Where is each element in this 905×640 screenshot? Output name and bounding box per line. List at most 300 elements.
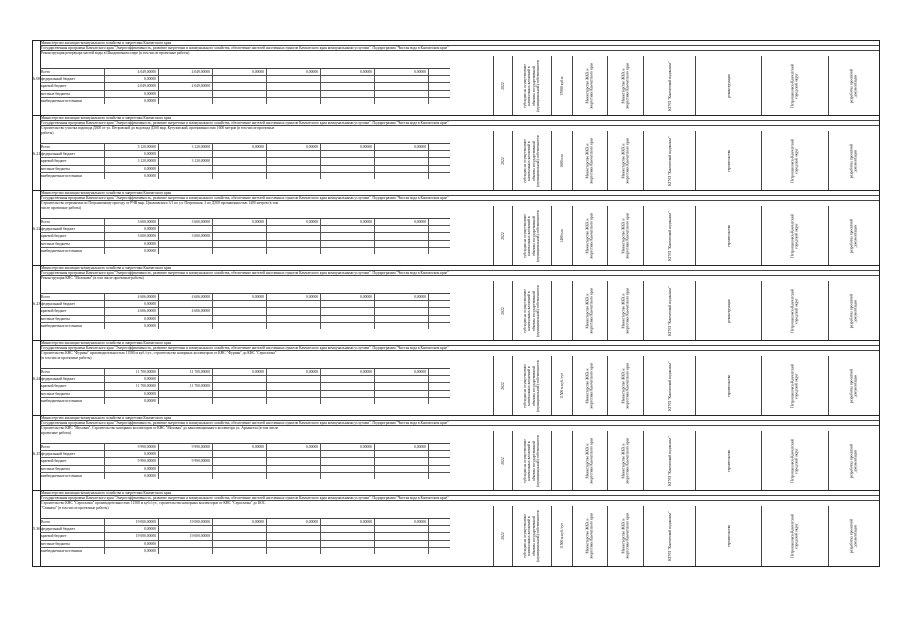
financing-value bbox=[267, 91, 321, 97]
financing-value: 0,00000 bbox=[375, 519, 429, 525]
attribute-cell bbox=[572, 206, 608, 265]
financing-value: 3 600,00000 bbox=[105, 219, 159, 225]
attribute-developer: КГУП "Камчатский водоканал" bbox=[667, 135, 672, 186]
attribute-municipality: Петропавловск-Камчатский городской округ bbox=[790, 438, 800, 483]
attribute-cell bbox=[572, 56, 608, 115]
attribute-cell bbox=[512, 131, 551, 190]
attribute-customer: Министерство ЖКХ и энергетики Камчатского края bbox=[621, 437, 630, 484]
financing-source-label: внебюджетные источники bbox=[40, 398, 105, 404]
financing-value bbox=[159, 323, 213, 329]
attribute-cell bbox=[493, 281, 512, 340]
financing-row bbox=[40, 83, 450, 90]
attribute-cell bbox=[761, 281, 828, 340]
object-description: Строительство участка водовода Д300 от ул. Петровской до водовода Д500 мкр. Кутузовский, протяженностью 1600 метров (в том числе проектные работы) bbox=[41, 126, 275, 135]
financing-row bbox=[40, 533, 450, 540]
financing-value bbox=[213, 526, 267, 532]
financing-value bbox=[267, 226, 321, 232]
attribute-municipality: Петропавловск-Камчатский городской округ bbox=[790, 288, 800, 333]
financing-value bbox=[321, 458, 375, 464]
financing-source-label: Всего bbox=[40, 444, 105, 450]
financing-value: 11 700,00000 bbox=[159, 369, 213, 375]
financing-value bbox=[375, 83, 429, 89]
financing-value bbox=[213, 398, 267, 404]
financing-value bbox=[375, 376, 429, 382]
attribute-year: 2022 bbox=[500, 81, 505, 90]
financing-value bbox=[321, 151, 375, 157]
financing-value bbox=[321, 83, 375, 89]
financing-value bbox=[213, 158, 267, 164]
financing-value bbox=[321, 398, 375, 404]
financing-row bbox=[40, 466, 450, 473]
financing-table bbox=[40, 368, 450, 404]
financing-value: 4 606,00000 bbox=[105, 294, 159, 300]
attribute-municipality: Петропавловск-Камчатский городской округ bbox=[790, 213, 800, 258]
attribute-docs: разработка проектной документации bbox=[849, 218, 859, 253]
table-block bbox=[33, 341, 879, 416]
row-number: 6.22 bbox=[33, 225, 41, 231]
financing-row bbox=[40, 541, 450, 548]
attribute-purpose: субсидии на осуществление капитальных вложений в объекты государственной (муниципальной) собственности bbox=[523, 134, 541, 187]
financing-source-label: краевой бюджет bbox=[40, 233, 105, 239]
financing-value: 0,00000 bbox=[213, 69, 267, 75]
financing-row bbox=[40, 451, 450, 458]
attribute-cell bbox=[643, 281, 695, 340]
attribute-cell bbox=[828, 206, 879, 265]
financing-value bbox=[213, 226, 267, 232]
attribute-cell bbox=[607, 431, 643, 490]
financing-value bbox=[213, 548, 267, 554]
object-description: Строительство КНС "Моховая". Строительство напорных коллекторов от КНС "Моховая" до канализационного коллектора ул. Архангела (в том числе проектные работы) bbox=[41, 426, 279, 435]
attribute-municipality: Петропавловск-Камчатский городской округ bbox=[790, 63, 800, 108]
financing-value bbox=[213, 451, 267, 457]
financing-source-label: краевой бюджет bbox=[40, 383, 105, 389]
financing-value: 0,00000 bbox=[321, 519, 375, 525]
financing-value: 0,00000 bbox=[267, 369, 321, 375]
financing-source-label: федеральный бюджет bbox=[40, 76, 105, 82]
attribute-cell bbox=[643, 506, 695, 566]
attribute-cell bbox=[551, 356, 572, 415]
financing-value: 0,00000 bbox=[105, 451, 159, 457]
ministry-line: Министерство жилищно-коммунального хозяйства и энергетики Камчатского края bbox=[40, 116, 879, 121]
attribute-purpose: субсидии на осуществление капитальных вложений в объекты государственной (муниципальной) собственности bbox=[523, 510, 541, 562]
financing-value: 0,00000 bbox=[105, 526, 159, 532]
financing-row bbox=[40, 233, 450, 240]
financing-source-label: местные бюджеты bbox=[40, 91, 105, 97]
attribute-cell bbox=[572, 281, 608, 340]
financing-value: 0,00000 bbox=[213, 444, 267, 450]
attribute-cell bbox=[551, 206, 572, 265]
financing-value: 0,00000 bbox=[321, 219, 375, 225]
financing-value: 0,00000 bbox=[321, 444, 375, 450]
financing-value bbox=[267, 548, 321, 554]
attribute-cell bbox=[512, 356, 551, 415]
attribute-cell bbox=[493, 506, 512, 566]
financing-row bbox=[40, 248, 450, 254]
program-line: Государственная программа Камчатского края "Энергоэффективность, развитие энергетики и коммунального хозяйства, обеспечение жителей населенных пунктов Камчатского края коммунальными услугами". Подпрограмма "Чистая вода в Камчатском крае" bbox=[40, 46, 879, 51]
financing-value bbox=[159, 541, 213, 547]
financing-value bbox=[321, 526, 375, 532]
financing-source-label: краевой бюджет bbox=[40, 83, 105, 89]
financing-value: 19 000,00000 bbox=[105, 519, 159, 525]
financing-value: 4 606,00000 bbox=[159, 308, 213, 314]
financing-value: 0,00000 bbox=[105, 166, 159, 172]
attribute-cell bbox=[695, 131, 761, 190]
financing-value: 0,00000 bbox=[267, 294, 321, 300]
attribute-municipality: Петропавловск-Камчатский городской округ bbox=[790, 363, 800, 408]
attribute-cell bbox=[643, 356, 695, 415]
financing-row bbox=[40, 458, 450, 465]
attribute-capacity: 37000 куб.м bbox=[559, 76, 564, 95]
object-description: Строительство перемычки по Пограничному проезду от РЧВ мкр. Циолковского 3/1 по ул. Петровская, 3 по Д500 протяженностью 1400 метров (в том числе проектные работы) bbox=[41, 201, 279, 210]
financing-value bbox=[375, 316, 429, 322]
financing-value bbox=[321, 376, 375, 382]
financing-value bbox=[321, 316, 375, 322]
financing-value: 0,00000 bbox=[105, 473, 159, 479]
table-block bbox=[33, 116, 879, 191]
attributes-columns bbox=[493, 56, 879, 115]
financing-value: 3 600,00000 bbox=[159, 219, 213, 225]
attribute-capacity: 11500 м куб./сут bbox=[559, 523, 564, 549]
financing-value bbox=[213, 301, 267, 307]
financing-value bbox=[267, 166, 321, 172]
ministry-line: Министерство жилищно-коммунального хозяйства и энергетики Камчатского края bbox=[40, 491, 879, 496]
program-line: Государственная программа Камчатского края "Энергоэффективность, развитие энергетики и коммунального хозяйства, обеспечение жителей населенных пунктов Камчатского края коммунальными услугами". Подпрограмма "Чистая вода в Камчатском крае" bbox=[40, 346, 879, 351]
program-line: Государственная программа Камчатского края "Энергоэффективность, развитие энергетики и коммунального хозяйства, обеспечение жителей населенных пунктов Камчатского края коммунальными услугами". Подпрограмма "Чистая вода в Камчатском крае" bbox=[40, 421, 879, 426]
financing-value: 3 120,00000 bbox=[105, 158, 159, 164]
financing-value bbox=[213, 91, 267, 97]
financing-value bbox=[267, 376, 321, 382]
financing-value bbox=[321, 91, 375, 97]
financing-row bbox=[40, 323, 450, 329]
attribute-developer: КГУП "Камчатский водоканал" bbox=[667, 285, 672, 336]
financing-row bbox=[40, 369, 450, 376]
financing-value: 3 120,00000 bbox=[159, 158, 213, 164]
financing-value bbox=[375, 548, 429, 554]
financing-source-label: внебюджетные источники bbox=[40, 323, 105, 329]
financing-value bbox=[321, 173, 375, 179]
financing-value bbox=[267, 98, 321, 104]
attribute-customer: Министерство ЖКХ и энергетики Камчатского края bbox=[621, 137, 630, 184]
financing-value bbox=[267, 173, 321, 179]
financing-value bbox=[213, 383, 267, 389]
attribute-stage: строительство bbox=[726, 224, 731, 247]
financing-value bbox=[375, 526, 429, 532]
attributes-columns bbox=[493, 356, 879, 415]
financing-row bbox=[40, 173, 450, 179]
financing-value: 0,00000 bbox=[375, 69, 429, 75]
financing-source-label: внебюджетные источники bbox=[40, 248, 105, 254]
financing-value bbox=[321, 98, 375, 104]
financing-value bbox=[159, 91, 213, 97]
financing-value bbox=[159, 151, 213, 157]
financing-value: 0,00000 bbox=[375, 294, 429, 300]
financing-row bbox=[40, 301, 450, 308]
financing-value bbox=[213, 473, 267, 479]
object-description: Строительство КНС "Фуриан" производительностью 11500 м куб./сут., строительство напорных коллекторов от КНС "Фуриан" до КНС "Сероглазка" (в том числе проектные работы) bbox=[41, 351, 277, 360]
financing-value bbox=[213, 151, 267, 157]
financing-value bbox=[375, 173, 429, 179]
financing-source-label: местные бюджеты bbox=[40, 166, 105, 172]
financing-value bbox=[321, 533, 375, 539]
attribute-coordinator: Министерство ЖКХ и энергетики Камчатского края bbox=[585, 512, 595, 560]
financing-value bbox=[267, 76, 321, 82]
financing-value bbox=[267, 526, 321, 532]
attribute-cell bbox=[695, 56, 761, 115]
financing-value bbox=[375, 391, 429, 397]
financing-row bbox=[40, 241, 450, 248]
attribute-stage: реконструкция bbox=[726, 73, 731, 98]
financing-value bbox=[321, 301, 375, 307]
financing-value bbox=[159, 398, 213, 404]
financing-value bbox=[159, 166, 213, 172]
financing-value bbox=[213, 83, 267, 89]
financing-value bbox=[375, 541, 429, 547]
attribute-cell bbox=[551, 281, 572, 340]
financing-value bbox=[321, 466, 375, 472]
financing-source-label: Всего bbox=[40, 519, 105, 525]
financing-value bbox=[375, 241, 429, 247]
attribute-cell bbox=[761, 131, 828, 190]
financing-row bbox=[40, 526, 450, 533]
attribute-cell bbox=[761, 506, 828, 566]
ministry-line: Министерство жилищно-коммунального хозяйства и энергетики Камчатского края bbox=[40, 41, 879, 46]
financing-value: 0,00000 bbox=[105, 173, 159, 179]
attribute-municipality: Петропавловск-Камчатский городской округ bbox=[790, 138, 800, 183]
financing-row bbox=[40, 151, 450, 158]
financing-value: 0,00000 bbox=[105, 323, 159, 329]
attribute-stage: строительство bbox=[726, 149, 731, 172]
financing-value bbox=[321, 248, 375, 254]
financing-value bbox=[321, 541, 375, 547]
financing-value bbox=[267, 158, 321, 164]
financing-value: 11 700,00000 bbox=[105, 383, 159, 389]
ministry-line: Министерство жилищно-коммунального хозяйства и энергетики Камчатского края bbox=[40, 266, 879, 271]
attribute-docs: разработка проектной документации bbox=[849, 143, 859, 178]
financing-value bbox=[159, 316, 213, 322]
financing-value: 0,00000 bbox=[105, 241, 159, 247]
attribute-coordinator: Министерство ЖКХ и энергетики Камчатского края bbox=[585, 287, 595, 334]
attribute-cell bbox=[643, 431, 695, 490]
attribute-cell bbox=[512, 281, 551, 340]
financing-source-label: местные бюджеты bbox=[40, 466, 105, 472]
financing-value bbox=[321, 166, 375, 172]
attribute-coordinator: Министерство ЖКХ и энергетики Камчатского края bbox=[585, 62, 595, 109]
attribute-capacity: 11500 м куб./сут bbox=[559, 372, 564, 399]
ministry-line: Министерство жилищно-коммунального хозяйства и энергетики Камчатского края bbox=[40, 416, 879, 421]
financing-value: 11 700,00000 bbox=[105, 369, 159, 375]
financing-source-label: внебюджетные источники bbox=[40, 173, 105, 179]
financing-value bbox=[321, 383, 375, 389]
financing-row bbox=[40, 294, 450, 301]
financing-value: 0,00000 bbox=[321, 69, 375, 75]
financing-row bbox=[40, 69, 450, 76]
financing-value bbox=[159, 301, 213, 307]
financing-value bbox=[213, 376, 267, 382]
financing-source-label: местные бюджеты bbox=[40, 241, 105, 247]
row-number: 6.24 bbox=[33, 375, 41, 381]
financing-row bbox=[40, 519, 450, 526]
attribute-cell bbox=[607, 281, 643, 340]
financing-value: 0,00000 bbox=[267, 69, 321, 75]
attribute-cell bbox=[493, 206, 512, 265]
financing-value bbox=[375, 98, 429, 104]
financing-row bbox=[40, 226, 450, 233]
financing-value bbox=[321, 473, 375, 479]
financing-row bbox=[40, 383, 450, 390]
object-description: Строительство КНС "Сероглазка" производительностью 11500 м куб./сут., строительство напорных коллекторов от КНС "Сероглазка" до КОС "Свинача" (в том числе проектные работы) bbox=[41, 501, 266, 510]
financing-source-label: местные бюджеты bbox=[40, 391, 105, 397]
financing-value: 9 990,00000 bbox=[105, 458, 159, 464]
financing-value bbox=[267, 83, 321, 89]
program-line: Государственная программа Камчатского края "Энергоэффективность, развитие энергетики и коммунального хозяйства, обеспечение жителей населенных пунктов Камчатского края коммунальными услугами". Подпрограмма "Чистая вода в Камчатском крае" bbox=[40, 496, 879, 501]
financing-value bbox=[267, 316, 321, 322]
attribute-capacity: 1600 п.м bbox=[559, 153, 564, 168]
financing-value bbox=[267, 233, 321, 239]
financing-value: 4 049,00000 bbox=[159, 69, 213, 75]
attribute-cell bbox=[551, 431, 572, 490]
financing-row bbox=[40, 166, 450, 173]
attribute-cell bbox=[761, 56, 828, 115]
attribute-year: 2022 bbox=[500, 381, 505, 390]
financing-value bbox=[213, 323, 267, 329]
row-number: 6.08 bbox=[33, 75, 41, 81]
attributes-columns bbox=[493, 281, 879, 340]
financing-row bbox=[40, 219, 450, 226]
financing-value bbox=[321, 233, 375, 239]
financing-value bbox=[213, 308, 267, 314]
financing-value bbox=[159, 98, 213, 104]
attribute-year: 2022 bbox=[500, 532, 505, 540]
attribute-cell bbox=[695, 431, 761, 490]
financing-value: 3 600,00000 bbox=[159, 233, 213, 239]
financing-value bbox=[321, 451, 375, 457]
attribute-cell bbox=[572, 431, 608, 490]
financing-value bbox=[267, 241, 321, 247]
financing-value bbox=[375, 383, 429, 389]
financing-value bbox=[267, 473, 321, 479]
financing-row bbox=[40, 158, 450, 165]
financing-value bbox=[267, 383, 321, 389]
financing-value: 4 049,00000 bbox=[159, 83, 213, 89]
financing-value: 0,00000 bbox=[375, 144, 429, 150]
financing-value: 3 600,00000 bbox=[105, 233, 159, 239]
financing-value bbox=[213, 248, 267, 254]
attribute-cell bbox=[607, 56, 643, 115]
attribute-cell bbox=[695, 206, 761, 265]
financing-value bbox=[375, 151, 429, 157]
attribute-developer: КГУП "Камчатский водоканал" bbox=[667, 60, 672, 111]
financing-source-label: краевой бюджет bbox=[40, 458, 105, 464]
financing-source-label: федеральный бюджет bbox=[40, 301, 105, 307]
financing-value bbox=[213, 458, 267, 464]
attribute-cell bbox=[828, 506, 879, 566]
financing-source-label: местные бюджеты bbox=[40, 316, 105, 322]
financing-value bbox=[213, 173, 267, 179]
attribute-cell bbox=[828, 281, 879, 340]
row-number: 6.25 bbox=[33, 450, 41, 456]
financing-value bbox=[267, 533, 321, 539]
financing-value bbox=[213, 316, 267, 322]
financing-source-label: Всего bbox=[40, 219, 105, 225]
financing-source-label: Всего bbox=[40, 294, 105, 300]
financing-value bbox=[321, 323, 375, 329]
financing-value: 19 000,00000 bbox=[159, 519, 213, 525]
financing-table bbox=[40, 68, 450, 104]
attribute-cell bbox=[572, 506, 608, 566]
financing-value bbox=[321, 241, 375, 247]
financing-value: 0,00000 bbox=[105, 98, 159, 104]
financing-source-label: краевой бюджет bbox=[40, 533, 105, 539]
financing-value: 0,00000 bbox=[267, 219, 321, 225]
attribute-cell bbox=[493, 131, 512, 190]
attribute-cell bbox=[512, 56, 551, 115]
financing-value bbox=[321, 158, 375, 164]
attribute-cell bbox=[643, 131, 695, 190]
attribute-purpose: субсидии на осуществление капитальных вложений в объекты государственной (муниципальной) собственности bbox=[523, 209, 541, 262]
financing-value bbox=[159, 173, 213, 179]
financing-value bbox=[159, 526, 213, 532]
financing-value bbox=[159, 391, 213, 397]
financing-value: 4 049,00000 bbox=[105, 83, 159, 89]
financing-value: 4 049,00000 bbox=[105, 69, 159, 75]
attribute-developer: КГУП "Камчатский водоканал" bbox=[667, 435, 672, 486]
financing-value: 0,00000 bbox=[213, 219, 267, 225]
financing-source-label: внебюджетные источники bbox=[40, 473, 105, 479]
financing-value: 0,00000 bbox=[105, 466, 159, 472]
financing-source-label: местные бюджеты bbox=[40, 541, 105, 547]
financing-source-label: краевой бюджет bbox=[40, 308, 105, 314]
attribute-docs: разработка проектной документации bbox=[849, 518, 859, 554]
financing-value bbox=[213, 166, 267, 172]
attribute-docs: разработка проектной документации bbox=[849, 443, 859, 478]
attribute-stage: строительство bbox=[726, 374, 731, 397]
attribute-cell bbox=[695, 356, 761, 415]
financing-value bbox=[213, 541, 267, 547]
financing-row bbox=[40, 308, 450, 315]
attribute-coordinator: Министерство ЖКХ и энергетики Камчатского края bbox=[585, 437, 595, 484]
financing-value bbox=[375, 308, 429, 314]
attributes-columns bbox=[493, 131, 879, 190]
attribute-cell bbox=[551, 506, 572, 566]
financing-value: 3 120,00000 bbox=[105, 144, 159, 150]
financing-row bbox=[40, 76, 450, 83]
financing-value: 4 606,00000 bbox=[159, 294, 213, 300]
financing-value bbox=[267, 458, 321, 464]
financing-value bbox=[321, 391, 375, 397]
financing-value: 0,00000 bbox=[321, 294, 375, 300]
attribute-developer: КГУП "Камчатский водоканал" bbox=[667, 360, 672, 411]
financing-value: 19 000,00000 bbox=[159, 533, 213, 539]
financing-source-label: внебюджетные источники bbox=[40, 548, 105, 554]
attribute-purpose: субсидии на осуществление капитальных вложений в объекты государственной (муниципальной) собственности bbox=[523, 284, 541, 337]
program-line: Государственная программа Камчатского края "Энергоэффективность, развитие энергетики и коммунального хозяйства, обеспечение жителей населенных пунктов Камчатского края коммунальными услугами". Подпрограмма "Чистая вода в Камчатском крае" bbox=[40, 271, 879, 276]
financing-source-label: внебюджетные источники bbox=[40, 98, 105, 104]
attribute-cell bbox=[551, 131, 572, 190]
financing-value: 19 000,00000 bbox=[105, 533, 159, 539]
object-description: Реконструкция КНС "Молокова" (в том числе проектные работы) bbox=[41, 276, 144, 280]
financing-value bbox=[267, 301, 321, 307]
attribute-year: 2022 bbox=[500, 306, 505, 315]
financing-value: 0,00000 bbox=[213, 369, 267, 375]
financing-source-label: Всего bbox=[40, 369, 105, 375]
financing-value: 0,00000 bbox=[105, 398, 159, 404]
financing-source-label: федеральный бюджет bbox=[40, 376, 105, 382]
financing-value bbox=[213, 98, 267, 104]
financing-value: 0,00000 bbox=[105, 391, 159, 397]
financing-value bbox=[267, 248, 321, 254]
financing-value bbox=[267, 541, 321, 547]
financing-value bbox=[321, 76, 375, 82]
